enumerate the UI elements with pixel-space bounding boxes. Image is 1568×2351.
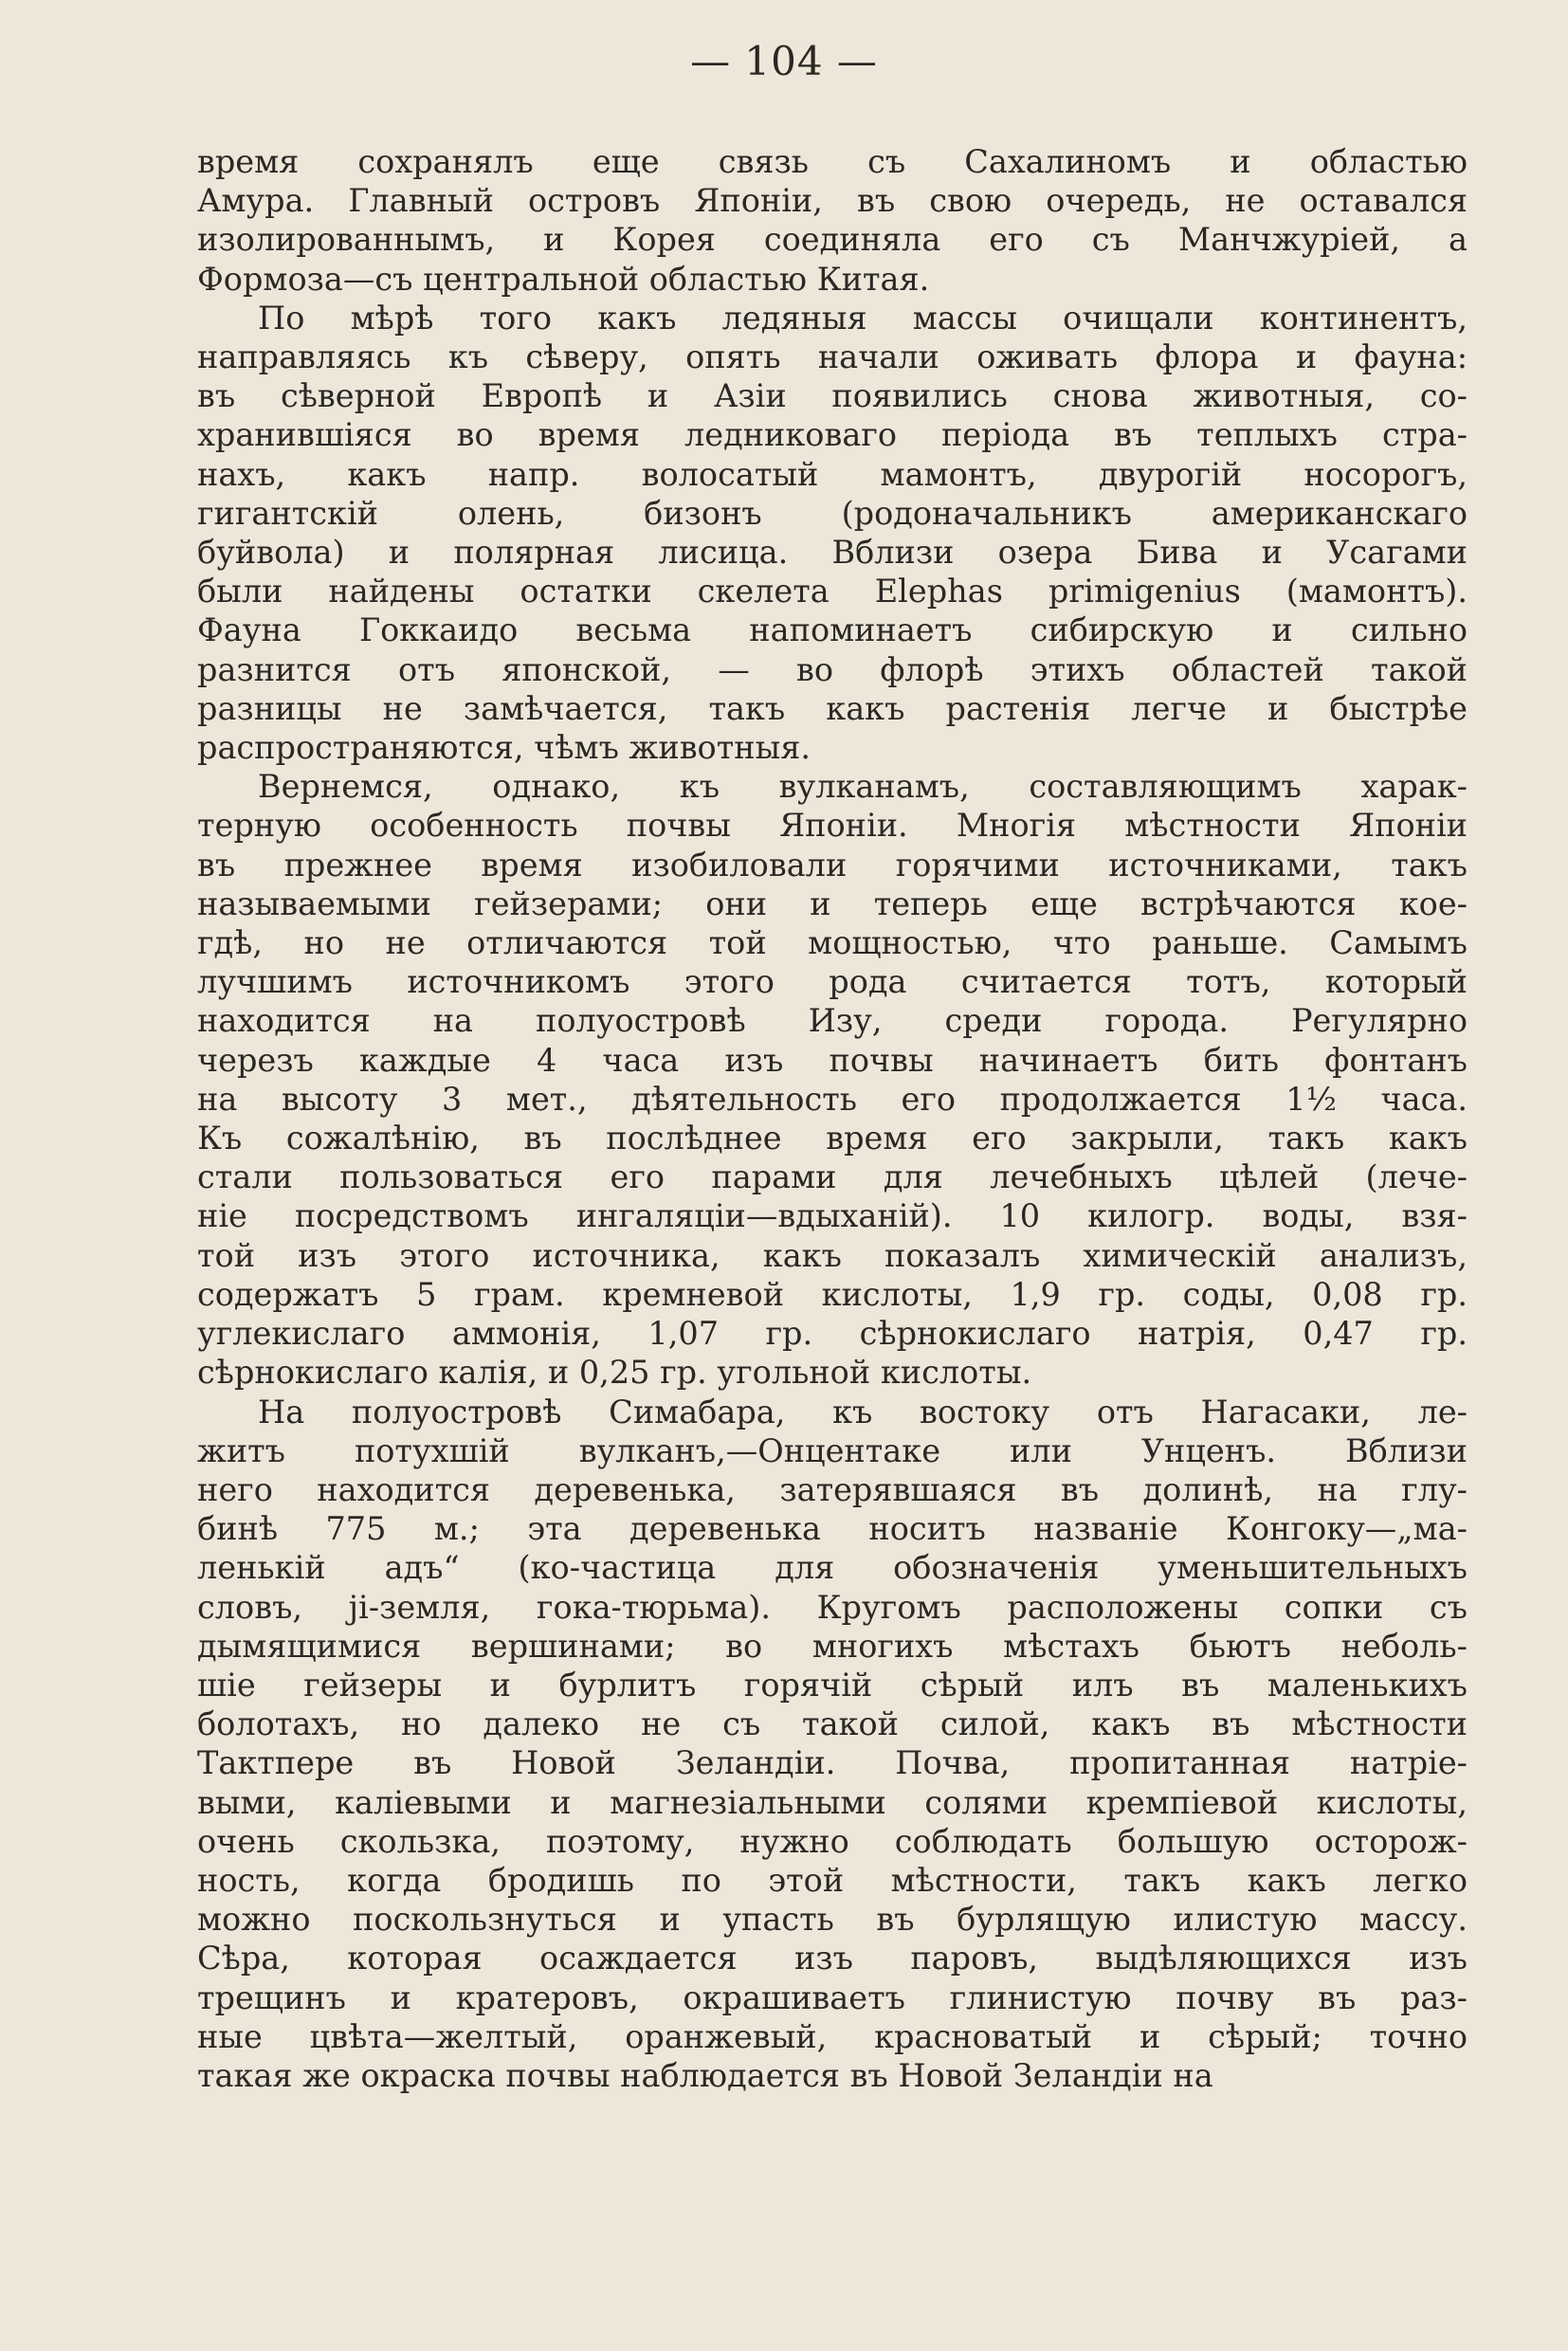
- text-line: изолированнымъ, и Корея соединяла его съ Манчжуріей, а: [197, 221, 1468, 259]
- text-line: на высоту 3 мет., дѣятельность его продолжается 1½ часа.: [197, 1080, 1468, 1118]
- text-line: той изъ этого источника, какъ показалъ химическій анализъ,: [197, 1236, 1468, 1274]
- text-line: очень скользка, поэтому, нужно соблюдать большую осторож-: [197, 1822, 1468, 1860]
- text-line: трещинъ и кратеровъ, окрашиваетъ глинистую почву въ раз-: [197, 1978, 1468, 2016]
- paragraph: [197, 1393, 1468, 2096]
- text-line: углекислаго аммонія, 1,07 гр. сѣрнокислаго натрія, 0,47 гр.: [197, 1315, 1468, 1353]
- text-line: распространяются, чѣмъ животныя.: [197, 729, 811, 767]
- text-line: находится на полуостровѣ Изу, среди города. Регулярно: [197, 1002, 1468, 1040]
- text-line: буйвола) и полярная лисица. Вблизи озера Бива и Усагами: [197, 534, 1468, 572]
- text-line: можно поскользнуться и упасть въ бурлящую илистую массу.: [197, 1901, 1468, 1939]
- text-line: хранившіяся во время ледниковаго періода въ теплыхъ стра-: [197, 416, 1468, 454]
- text-line: Фауна Гоккаидо весьма напоминаетъ сибирскую и сильно: [197, 611, 1468, 649]
- text-line: разнится отъ японской, — во флорѣ этихъ областей такой: [197, 650, 1468, 688]
- paragraph: [197, 142, 1468, 299]
- text-line: словъ, jі-земля, гока-тюрьма). Кругомъ расположены сопки съ: [197, 1588, 1468, 1626]
- text-line: него находится деревенька, затерявшаяся въ долинѣ, на глу-: [197, 1470, 1468, 1508]
- page-number: — 104 —: [690, 38, 878, 84]
- text-line: черезъ каждые 4 часа изъ почвы начинаетъ бить фонтанъ: [197, 1041, 1468, 1079]
- text-line: нахъ, какъ напр. волосатый мамонтъ, двурогій носорогъ,: [197, 455, 1468, 493]
- text-line: болотахъ, но далеко не съ такой силой, какъ въ мѣстности: [197, 1705, 1468, 1743]
- text-line: направляясь къ сѣверу, опять начали оживать флора и фауна:: [197, 338, 1468, 376]
- text-line: терную особенность почвы Японіи. Многія мѣстности Японіи: [197, 807, 1468, 845]
- text-line: шіе гейзеры и бурлитъ горячій сѣрый илъ въ маленькихъ: [197, 1666, 1468, 1704]
- text-line: были найдены остатки скелета Elephas primigenius (мамонтъ).: [197, 573, 1468, 611]
- text-line: ніе посредствомъ ингаляціи—вдыханій). 10 килогр. воды, взя-: [197, 1197, 1468, 1235]
- text-line: бинѣ 775 м.; эта деревенька носитъ названіе Конгоку—„ма-: [197, 1510, 1468, 1548]
- text-line: время сохранялъ еще связь съ Сахалиномъ и областью: [197, 143, 1468, 180]
- text-line: разницы не замѣчается, такъ какъ растенія легче и быстрѣе: [197, 689, 1468, 727]
- text-line: такая же окраска почвы наблюдается въ Новой Зеландіи на: [197, 2056, 1213, 2094]
- text-line: Сѣра, которая осаждается изъ паровъ, выдѣляющихся изъ: [197, 1940, 1468, 1977]
- text-line: Амура. Главный островъ Японіи, въ свою очередь, не оставался: [197, 182, 1468, 220]
- text-line: ность, когда бродишь по этой мѣстности, такъ какъ легко: [197, 1861, 1468, 1899]
- text-line: По мѣрѣ того какъ ледяныя массы очищали континентъ,: [258, 299, 1468, 337]
- text-line: гдѣ, но не отличаются той мощностью, что раньше. Самымъ: [197, 924, 1468, 962]
- text-line: въ сѣверной Европѣ и Азіи появились снова животныя, со-: [197, 377, 1468, 415]
- text-line: житъ потухшій вулканъ,—Онцентаке или Унценъ. Вблизи: [197, 1431, 1468, 1469]
- text-line: лучшимъ источникомъ этого рода считается тотъ, который: [197, 963, 1468, 1001]
- text-line: Вернемся, однако, къ вулканамъ, составляющимъ харак-: [258, 768, 1468, 806]
- body-text: [197, 142, 1468, 2095]
- text-line: сѣрнокислаго калія, и 0,25 гр. угольной кислоты.: [197, 1354, 1032, 1392]
- text-line: называемыми гейзерами; они и теперь еще встрѣчаются кое-: [197, 884, 1468, 922]
- text-line: содержатъ 5 грам. кремневой кислоты, 1,9 гр. соды, 0,08 гр.: [197, 1275, 1468, 1313]
- text-line: ленькій адъ“ (ко-частица для обозначенія уменьшительныхъ: [197, 1549, 1468, 1587]
- text-line: Тактпере въ Новой Зеландіи. Почва, пропитанная натріе-: [197, 1744, 1468, 1782]
- paragraph: [197, 767, 1468, 1392]
- text-line: На полуостровѣ Симабара, къ востоку отъ Нагасаки, ле-: [258, 1393, 1468, 1431]
- text-line: гигантскій олень, бизонъ (родоначальникъ американскаго: [197, 494, 1468, 532]
- text-line: выми, каліевыми и магнезіальными солями кремпіевой кислоты,: [197, 1783, 1468, 1821]
- text-line: ные цвѣта—желтый, оранжевый, красноватый и сѣрый; точно: [197, 2017, 1468, 2055]
- text-line: Къ сожалѣнію, въ послѣднее время его закрыли, такъ какъ: [197, 1120, 1468, 1157]
- text-line: Формоза—съ центральной областью Китая.: [197, 260, 930, 298]
- text-line: стали пользоваться его парами для лечебныхъ цѣлей (лече-: [197, 1158, 1468, 1196]
- text-line: въ прежнее время изобиловали горячими источниками, такъ: [197, 846, 1468, 884]
- paragraph: [197, 299, 1468, 767]
- text-line: дымящимися вершинами; во многихъ мѣстахъ бьютъ неболь-: [197, 1627, 1468, 1665]
